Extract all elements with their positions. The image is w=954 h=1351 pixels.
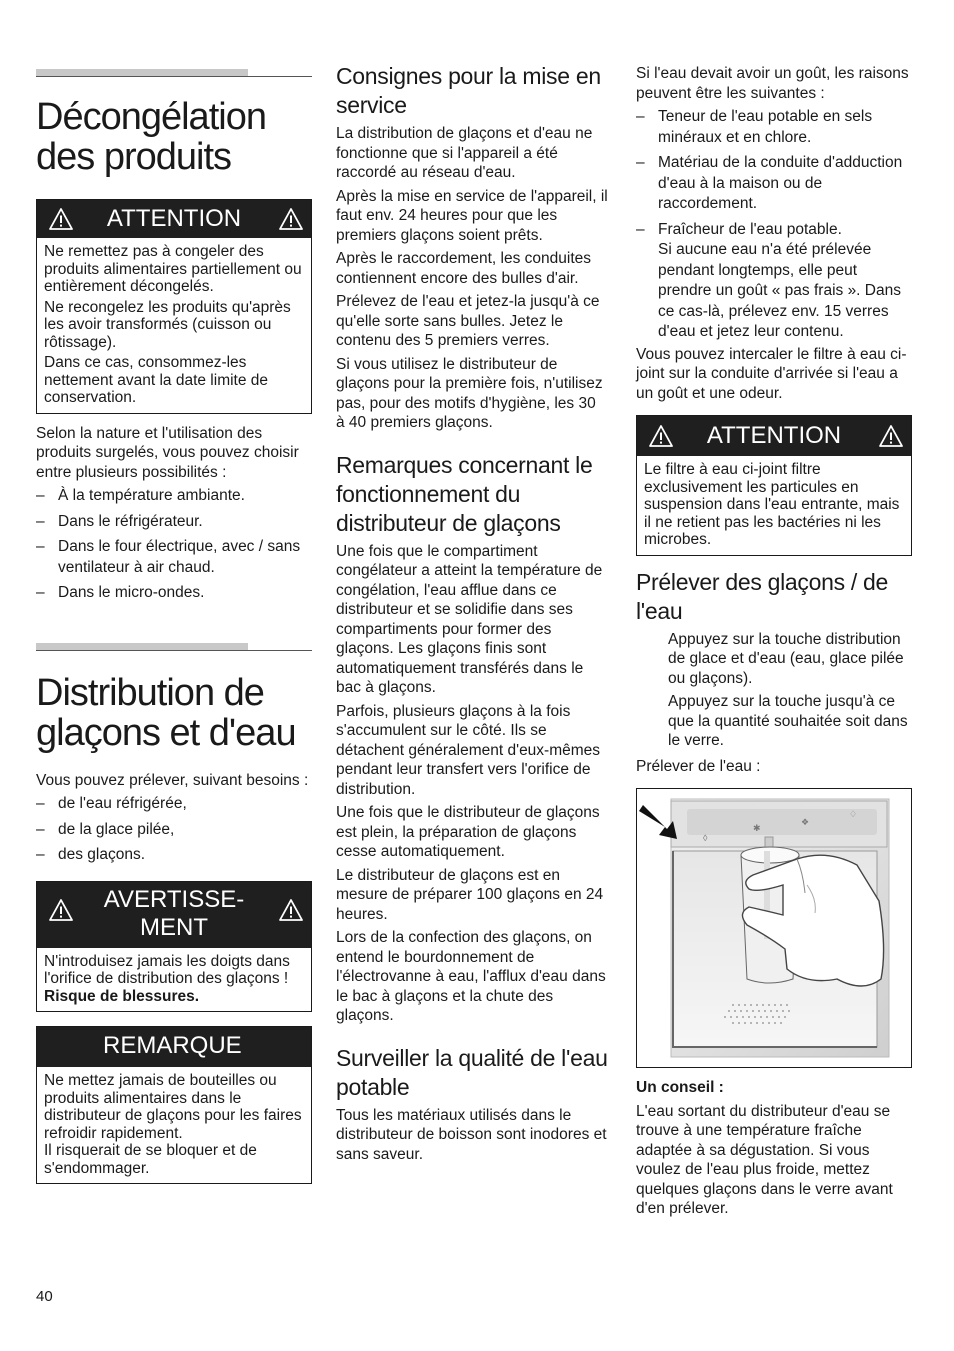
attention-label: ATTENTION — [706, 422, 842, 449]
list-item: – Teneur de l'eau potable en sels minéraux et en chlore. — [636, 107, 912, 148]
body-text: Vous pouvez prélever, suivant besoins : — [36, 771, 309, 789]
tip-label-text: Un conseil : — [636, 1079, 724, 1096]
list-item: – Dans le micro-ondes. — [36, 583, 312, 604]
body-text: Vous pouvez intercaler le filtre à eau ci-joint sur la conduite d'arrivée si l'eau a un goût et une odeur. — [636, 345, 907, 402]
dispenser-drawing — [637, 789, 911, 1067]
list-item: – Matériau de la conduite d'adduction d'eau à la maison ou de raccordement. — [636, 153, 912, 215]
body-text: Tous les matériaux utilisés dans le distributeur de boisson sont inodores et sans saveur. — [336, 1106, 607, 1163]
options-list — [36, 794, 312, 866]
attention-text: Le filtre à eau ci-joint filtre exclusivement les particules en suspension dans l'eau entrante, mais il ne retient pas les bactéries ni les microbes. — [644, 461, 900, 548]
body-text: Une fois que le compartiment congélateur a atteint la température de congélation, l'eau afflue dans ce distributeur et se solidifie dans ses compartiments pour former des glaçons. Les glaçons finis sont automatiquement transférés dans le bac à glaçons. — [336, 542, 603, 696]
attention-box — [36, 199, 312, 414]
title-distribution: Distribution de glaçons et d'eau — [36, 671, 296, 754]
warning-icon — [879, 424, 903, 448]
list-item: – de la glace pilée, — [36, 820, 312, 841]
heading-prelever: Prélever des glaçons / de l'eau — [636, 568, 889, 624]
light-icon: ♢ — [849, 809, 858, 819]
warning-icon — [279, 207, 303, 231]
warning-label: AVERTISSE- — [103, 885, 245, 913]
column-middle — [336, 0, 608, 1164]
crushed-ice-icon: ✱ — [753, 823, 761, 833]
column-left — [36, 0, 312, 1184]
body-text: Lors de la confection des glaçons, on entend le bourdonnement de l'électrovanne à eau, l'afflux d'eau dans le bac à glaçons et la chute des glaçons. — [336, 929, 606, 1024]
body-text: Si vous utilisez le distributeur de glaçons pour la première fois, n'utilisez pas, pour des motifs d'hygiène, les 30 à 40 premiers glaçons. — [336, 355, 603, 431]
title-decongelation: Décongélation des produits — [36, 96, 266, 178]
body-text: Si l'eau devait avoir un goût, les raisons peuvent être les suivantes : — [636, 65, 909, 102]
steps — [636, 630, 912, 751]
reasons-list — [636, 107, 912, 343]
warning-text: N'introduisez jamais les doigts dans l'orifice de distribution des glaçons ! — [44, 952, 290, 987]
tip-label — [636, 1078, 912, 1098]
page-number: 40 — [36, 1288, 53, 1305]
body-text: Une fois que le distributeur de glaçons est plein, la préparation de glaçons cesse automatiquement. — [336, 804, 600, 860]
warning-icon — [49, 898, 73, 922]
attention-label: ATTENTION — [106, 205, 242, 232]
body-text: Parfois, plusieurs glaçons à la fois s'accumulent sur le côté. Ils se détachent généralement d'eux-mêmes pendant leur transfert vers l'orifice de distribution. — [336, 702, 601, 798]
heading-remarques: Remarques concernant le fonctionnement du distributeur de glaçons — [336, 451, 593, 536]
list-item: – Dans le four électrique, avec / sans ventilateur à air chaud. — [36, 537, 312, 578]
list-item-text: Fraîcheur de l'eau potable. — [658, 220, 842, 238]
body-text: La distribution de glaçons et d'eau ne fonctionne que si l'appareil a été raccordé au réseau d'eau. — [336, 125, 593, 181]
section-rule — [36, 643, 312, 651]
note-box — [36, 1026, 312, 1184]
body-text: Après la mise en service de l'appareil, il faut env. 24 heures pour que les premiers glaçons soient prêts. — [336, 187, 608, 244]
list-item: – Dans le réfrigérateur. — [36, 512, 312, 533]
figure-caption: Prélever de l'eau : — [636, 757, 761, 775]
warning-box — [36, 881, 312, 1013]
drop-symbol-icon: ◊ — [703, 833, 708, 843]
list-item: – de l'eau réfrigérée, — [36, 794, 312, 815]
attention-text: Dans ce cas, consommez-les nettement avant la date limite de conservation. — [44, 354, 269, 406]
heading-consignes: Consignes pour la mise en service — [336, 63, 601, 118]
note-text: Ne mettez jamais de bouteilles ou produits alimentaires dans le distributeur de glaçons pour les faires refroidir rapidement. — [44, 1072, 302, 1142]
body-text: Après le raccordement, les conduites contiennent encore des bulles d'air. — [336, 250, 592, 287]
list-item: – des glaçons. — [36, 845, 312, 866]
body-text: Prélevez de l'eau et jetez-la jusqu'à ce qu'elle sorte sans bulles. Jetez le contenu des 5 premiers verres. — [336, 293, 600, 349]
options-list — [36, 486, 312, 604]
body-text: Selon la nature et l'utilisation des produits surgelés, vous pouvez choisir entre plusieurs possibilités : — [36, 424, 299, 481]
step-text: Appuyez sur la touche jusqu'à ce que la quantité souhaitée soit dans le verre. — [668, 693, 908, 749]
body-text: Le distributeur de glaçons est en mesure de préparer 100 glaçons en 24 heures. — [336, 866, 604, 923]
tip-text: L'eau sortant du distributeur d'eau se trouve à une température fraîche adaptée à sa dégustation. Si vous voulez de l'eau plus froide, mettez quelques glaçons dans le verre avant d'en prélever. — [636, 1102, 893, 1217]
warning-icon — [649, 424, 673, 448]
section-rule — [36, 69, 312, 77]
attention-text: Ne recongelez les produits qu'après les avoir transformés (cuisson ou rôtissage). — [44, 298, 291, 351]
warning-icon — [49, 207, 73, 231]
list-item — [636, 220, 912, 343]
dispenser-illustration — [636, 788, 912, 1068]
heading-qualite: Surveiller la qualité de l'eau potable — [336, 1044, 608, 1100]
list-item-detail: Si aucune eau n'a été prélevée pendant longtemps, elle peut prendre un goût « pas frais ». Dans ce cas-là, prélevez env. 15 verres d'eau et jetez leur contenu. — [658, 241, 901, 340]
warning-icon — [279, 898, 303, 922]
step-text: Appuyez sur la touche distribution de glace et d'eau (eau, glace pilée ou glaçons). — [668, 630, 904, 687]
warning-label: MENT — [140, 913, 208, 941]
attention-text: Ne remettez pas à congeler des produits alimentaires partiellement ou entièrement décongelés. — [44, 243, 302, 295]
attention-box — [636, 415, 912, 556]
note-text: Il risquerait de se bloquer et de s'endommager. — [44, 1142, 257, 1177]
column-right — [636, 0, 912, 1219]
warning-emphasis: Risque de blessures. — [44, 987, 200, 1005]
cubes-icon: ❖ — [801, 817, 810, 827]
list-item: – À la température ambiante. — [36, 486, 312, 507]
note-label: REMARQUE — [103, 1032, 242, 1059]
